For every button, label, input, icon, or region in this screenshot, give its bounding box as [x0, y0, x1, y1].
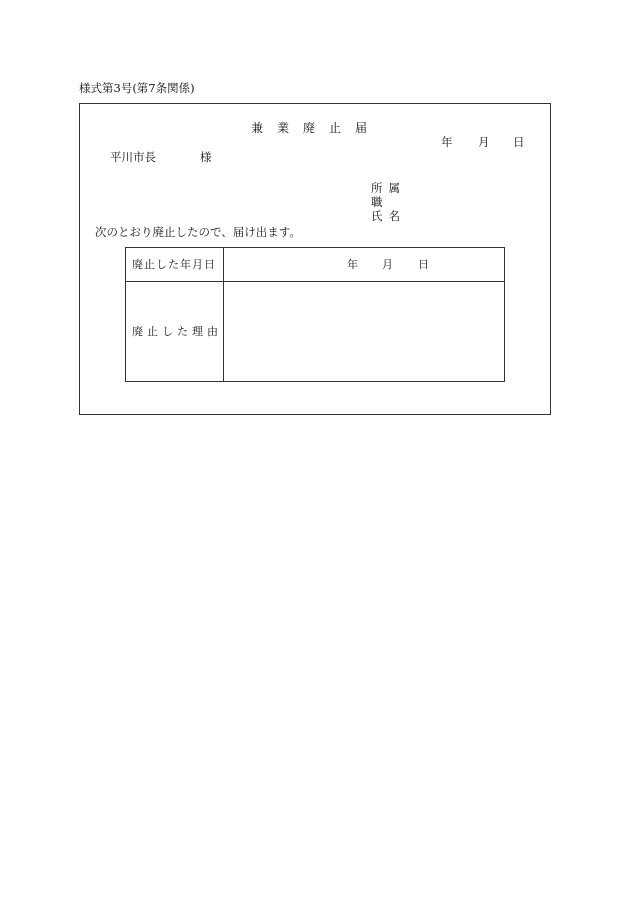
abolition-reason-label: 廃止した理由: [132, 325, 222, 338]
addressee: 平川市長: [110, 150, 156, 164]
form-number-label: 様式第3号(第7条関係): [79, 81, 195, 95]
position-label: 職: [371, 195, 389, 209]
notice-text: 次のとおり廃止したので、届け出ます。: [95, 225, 301, 239]
date-month-label: 月: [478, 135, 490, 149]
abolition-day-label: 日: [418, 258, 429, 271]
date-year-label: 年: [441, 135, 453, 149]
date-day-label: 日: [513, 135, 525, 149]
abolition-year-label: 年: [347, 258, 358, 271]
details-table: [125, 247, 505, 382]
honorific: 様: [200, 150, 212, 164]
abolition-date-label: 廃止した年月日: [132, 258, 216, 271]
form-title: 兼業廃止届: [251, 121, 382, 135]
name-label: 氏名: [371, 209, 406, 223]
table-column-divider: [223, 248, 224, 381]
abolition-month-label: 月: [382, 258, 393, 271]
affiliation-label: 所属: [371, 181, 406, 195]
table-row-divider: [126, 281, 504, 282]
